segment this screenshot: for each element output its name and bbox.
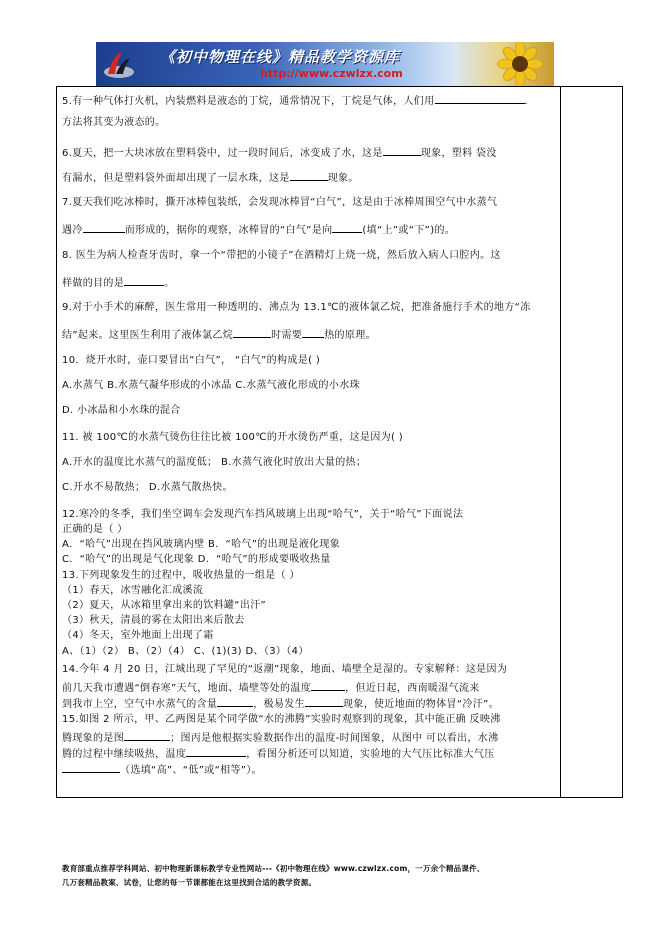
q15-line-4	[62, 761, 262, 778]
question-text: 而形成的，据你的观察，冰棒冒的“白气”是向	[124, 225, 333, 236]
banner-url[interactable]: http://www.czwlzx.com	[260, 67, 403, 80]
question-text: 样做的目的是	[62, 278, 125, 289]
question-text: 15.如图 2 所示，甲、乙两图是某个同学做“水的沸腾”实验时观察到的现象，其中能正确 反映沸	[62, 714, 501, 725]
question-text: 5.有一种气体打火机，内装燃料是液态的丁烷，通常情况下，丁烷是气体，人们用	[62, 96, 435, 107]
q13-line-1	[62, 569, 300, 583]
q12-line-2	[62, 523, 128, 537]
q13-line-6	[62, 645, 309, 659]
q6-line-1	[62, 144, 497, 161]
answer-blank	[186, 745, 246, 757]
question-text: .	[524, 96, 529, 107]
question-text: 时需要	[271, 330, 303, 341]
question-text: （4）冬天，室外地面上出现了霜	[62, 630, 214, 641]
table-column-divider	[560, 87, 561, 797]
question-text: 9.对于小手术的麻醉，医生常用一种透明的、沸点为 13.1℃的液体氯乙烷，把准备施行手术的地方“冻	[62, 302, 531, 313]
q7-line-1	[62, 196, 497, 210]
answer-blank	[311, 679, 345, 691]
question-text: 方法将其变为液态的。	[62, 117, 166, 128]
answer-blank	[217, 695, 253, 707]
question-text: 结”起来。这里医生利用了液体氯乙烷	[62, 330, 234, 341]
answer-blank	[302, 326, 324, 338]
question-text: 现象，塑料 袋没	[420, 148, 497, 159]
q10-line-3	[62, 404, 181, 418]
question-text: （3）秋天，清晨的雾在太阳出来后散去	[62, 615, 245, 626]
q7-line-2	[62, 221, 455, 238]
q13-line-5	[62, 629, 214, 643]
q12-line-3	[62, 538, 340, 552]
question-text: 14.今年 4 月 20 日，江城出现了罕见的“返潮”现象，地面、墙壁全是湿的。专家解释：这是因为	[62, 664, 508, 675]
question-text: 正确的是（ ）	[62, 524, 128, 535]
q13-line-2	[62, 584, 203, 598]
banner-title: 《初中物理在线》精品教学资源库	[160, 48, 401, 66]
question-text: 11. 被 100℃的水蒸气烫伤往往比被 100℃的开水烫伤严重，这是因为( )	[62, 432, 404, 443]
q8-line-2	[62, 274, 174, 291]
question-text: D. 小冰晶和小水珠的混合	[62, 405, 181, 416]
q10-line-2	[62, 379, 360, 393]
answer-blank	[83, 221, 125, 233]
q6-line-2	[62, 169, 359, 186]
page-footer	[62, 862, 602, 890]
question-text: 遇冷	[62, 225, 83, 236]
answer-blank	[290, 169, 328, 181]
question-text: 现象，使近地面的物体冒“冷汗”。	[343, 699, 499, 710]
question-text: 8. 医生为病人检查牙齿时，拿一个“带把的小镜子”在酒精灯上烧一烧，然后放入病人口腔内。这	[62, 250, 501, 261]
question-text: 13.下列现象发生的过程中，吸收热量的一组是（ ）	[62, 570, 300, 581]
question-text: 热的原理。	[324, 330, 376, 341]
q14-line-1	[62, 663, 507, 677]
footer-line-2: 几万套精品教案、试卷，让您的每一节课都能在这里找到合适的教学资源。	[62, 878, 317, 887]
question-text: C.开水不易散热； D.水蒸气散热快。	[62, 482, 233, 493]
q15-line-1	[62, 713, 501, 727]
answer-blank	[124, 729, 170, 741]
question-text: C．“哈气”的出现是气化现象 D．“哈气”的形成要吸收热量	[62, 554, 331, 565]
q11-line-1	[62, 431, 403, 445]
question-text: 前几天我市遭遇“倒春寒”天气，地面、墙壁等处的温度	[62, 683, 312, 694]
sunflower-icon	[490, 42, 550, 86]
question-text: （2）夏天，从冰箱里拿出来的饮料罐“出汗”	[62, 600, 267, 611]
question-text: ，但近日起，西南暖湿气流来	[345, 683, 480, 694]
question-text: A.开水的温度比水蒸气的温度低； B.水蒸气液化时放出大量的热；	[62, 457, 367, 468]
question-text: 10．烧开水时，壶口要冒出“白气”， “白气”的构成是( )	[62, 355, 321, 366]
question-text: 。	[164, 278, 175, 289]
question-text: 现象。	[327, 173, 359, 184]
answer-blank	[332, 221, 362, 233]
question-text: 腾现象的是图	[62, 733, 125, 744]
question-text: ，极易发生	[253, 699, 305, 710]
footer-line-1: 教育部重点推荐学科网站、初中物理新课标教学专业性网站---《初中物理在线》www.czwlzx.com，一万余个精品课件、	[62, 864, 485, 873]
q8-line-1	[62, 249, 501, 263]
q13-line-4	[62, 614, 245, 628]
header-banner	[96, 42, 554, 86]
q5-line-1	[62, 92, 528, 109]
question-text: （1）春天，冰雪融化汇成溪流	[62, 585, 204, 596]
answer-blank	[62, 761, 120, 773]
question-text: 6.夏天，把一大块冰放在塑料袋中，过一段时间后，冰变成了水，这是	[62, 148, 383, 159]
q11-line-2	[62, 456, 366, 470]
question-text: (填“上”或“下”)的。	[362, 225, 456, 236]
q9-line-1	[62, 301, 531, 315]
question-text: A.水蒸气 B.水蒸气凝华形成的小冰晶 C.水蒸气液化形成的小水珠	[62, 380, 360, 391]
answer-blank	[124, 274, 164, 286]
answer-blank	[305, 695, 343, 707]
q9-line-2	[62, 326, 376, 343]
answer-blank	[435, 92, 525, 104]
question-text: A．“哈气”出现在挡风玻璃内壁 B．“哈气”的出现是液化现象	[62, 539, 341, 550]
question-text: ；图丙是他根据实验数据作出的温度-时间图象，从图中 可以看出，水沸	[170, 733, 499, 744]
q14-line-2	[62, 679, 480, 696]
q5-line-2	[62, 116, 166, 130]
answer-blank	[383, 144, 421, 156]
answer-blank	[233, 326, 271, 338]
question-text: （选填“高”、“低”或“相等”）。	[120, 765, 263, 776]
q15-line-3	[62, 745, 495, 762]
question-text: A、（1）（2） B、（2）（4） C、(1)(3) D、（3）（4）	[62, 646, 309, 657]
q12-line-1	[62, 508, 463, 522]
question-text: 腾的过程中继续吸热，温度	[62, 749, 187, 760]
site-logo	[102, 48, 136, 80]
question-text: 有漏水，但是塑料袋外面却出现了一层水珠，这是	[62, 173, 290, 184]
q11-line-3	[62, 481, 233, 495]
question-text: ，看图分析还可以知道，实验地的大气压比标准大气压	[246, 749, 495, 760]
q12-line-4	[62, 553, 331, 567]
q14-line-3	[62, 695, 499, 712]
question-text: 到我市上空，空气中水蒸气的含量	[62, 699, 218, 710]
q15-line-2	[62, 729, 498, 746]
question-text: 12.寒冷的冬季，我们坐空调车会发现汽车挡风玻璃上出现“哈气”，关于“哈气”下面说法	[62, 509, 464, 520]
question-text: 7.夏天我们吃冰棒时，撕开冰棒包装纸，会发现冰棒冒“白气”，这是由于冰棒周围空气中水蒸气	[62, 197, 498, 208]
q13-line-3	[62, 599, 266, 613]
q10-line-1	[62, 354, 320, 368]
